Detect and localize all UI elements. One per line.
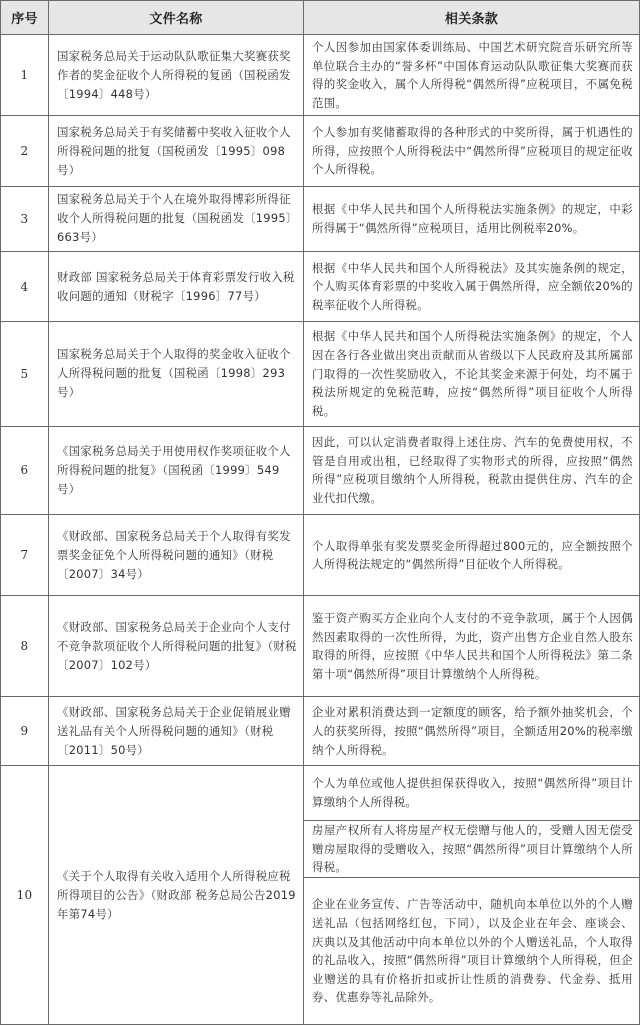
row-seq: 10 — [1, 766, 49, 1025]
table-row — [1, 35, 640, 116]
row-file-name: 财政部 国家税务总局关于体育彩票发行收入税收问题的通知（财税字〔1996〕77号） — [49, 251, 304, 322]
row-seq: 9 — [1, 697, 49, 766]
row-file-name: 国家税务总局关于个人在境外取得博彩所得征收个人所得税问题的批复（国税函发〔1995〕663号） — [49, 186, 304, 251]
table-row — [1, 766, 640, 821]
row-file-name: 《国家税务总局关于用使用权作奖项征收个人所得税问题的批复》（国税函〔1999〕549号） — [49, 426, 304, 515]
table-row — [1, 116, 640, 187]
row-seq: 5 — [1, 322, 49, 426]
header-clause: 相关条款 — [304, 1, 640, 35]
table-row — [1, 596, 640, 697]
table-row — [1, 251, 640, 322]
row-seq: 6 — [1, 426, 49, 515]
row-seq: 4 — [1, 251, 49, 322]
row-file-name: 国家税务总局关于个人取得的奖金收入征收个人所得税问题的批复（国税函〔1998〕293号） — [49, 322, 304, 426]
row-file-name: 《财政部、国家税务总局关于企业促销展业赠送礼品有关个人所得税问题的通知》（财税〔2011〕50号） — [49, 697, 304, 766]
row-file-name: 《财政部、国家税务总局关于个人取得有奖发票奖金征免个人所得税问题的通知》（财税〔2007〕34号） — [49, 515, 304, 596]
row-clause: 企业对累积消费达到一定额度的顾客，给予额外抽奖机会，个人的获奖所得，按照“偶然所得”项目，全额适用20%的税率缴纳个人所得税。 — [304, 697, 640, 766]
row-file-name: 国家税务总局关于运动队队歌征集大奖赛获奖作者的奖金征收个人所得税的复函（国税函发〔1994〕448号） — [49, 35, 304, 116]
row-clause: 因此，可以认定消费者取得上述住房、汽车的免费使用权，不管是自用或出租，已经取得了实物形式的所得，应按照“偶然所得”应税项目缴纳个人所得税，税款由提供住房、汽车的企业代扣代缴。 — [304, 426, 640, 515]
row-clause: 个人因参加由国家体委训练局、中国艺术研究院音乐研究所等单位联合主办的“誉多杯”中国体育运动队队歌征集大奖赛而获得的奖金收入，属个人所得税“偶然所得”应税项目，不属免税范围。 — [304, 35, 640, 116]
row-clause: 个人取得单张有奖发票奖金所得超过800元的，应全额按照个人所得税法规定的“偶然所得”目征收个人所得税。 — [304, 515, 640, 596]
row-clause: 根据《中华人民共和国个人所得税法实施条例》的规定，中彩所得属于“偶然所得”应税项目，适用比例税率20%。 — [304, 186, 640, 251]
row-seq: 1 — [1, 35, 49, 116]
row-clause: 个人为单位或他人提供担保获得收入，按照“偶然所得”项目计算缴纳个人所得税。 — [304, 766, 640, 821]
header-seq: 序号 — [1, 1, 49, 35]
row-file-name: 国家税务总局关于有奖储蓄中奖收入征收个人所得税问题的批复（国税函发〔1995〕098号） — [49, 116, 304, 187]
table-row — [1, 515, 640, 596]
row-seq: 3 — [1, 186, 49, 251]
row-clause: 根据《中华人民共和国个人所得税法实施条例》的规定，个人因在各行各业做出突出贡献而从省级以下人民政府及其所属部门取得的一次性奖励收入，不论其奖金来源于何处，均不属于税法所规定的免税范畴，应按“偶然所得”项目征收个人所得税。 — [304, 322, 640, 426]
header-file-name: 文件名称 — [49, 1, 304, 35]
row-seq: 2 — [1, 116, 49, 187]
header-row — [1, 1, 640, 35]
row-clause: 根据《中华人民共和国个人所得税法》及其实施条例的规定，个人购买体育彩票的中奖收入属于偶然所得，应全额依20%的税率征收个人所得税。 — [304, 251, 640, 322]
row-seq: 8 — [1, 596, 49, 697]
table-row — [1, 186, 640, 251]
row-file-name: 《关于个人取得有关收入适用个人所得税应税所得项目的公告》（财政部 税务总局公告2019年第74号） — [49, 766, 304, 1025]
row-file-name: 《财政部、国家税务总局关于企业向个人支付不竞争款项征收个人所得税问题的批复》（财税〔2007〕102号） — [49, 596, 304, 697]
row-clause: 鉴于资产购买方企业向个人支付的不竞争款项，属于个人因偶然因素取得的一次性所得，为此，资产出售方企业自然人股东取得的所得，应按照《中华人民共和国个人所得税法》第二条第十项“偶然所得”项目计算缴纳个人所得税。 — [304, 596, 640, 697]
table-row — [1, 322, 640, 426]
table-row — [1, 426, 640, 515]
row-clause: 个人参加有奖储蓄取得的各种形式的中奖所得，属于机遇性的所得，应按照个人所得税法中“偶然所得”应税项目的规定征收个人所得税。 — [304, 116, 640, 187]
row-clause: 企业在业务宣传、广告等活动中，随机向本单位以外的个人赠送礼品（包括网络红包，下同），以及企业在年会、座谈会、庆典以及其他活动中向本单位以外的个人赠送礼品，个人取得的礼品收入，按照“偶然所得”项目计算缴纳个人所得税，但企业赠送的具有价格折扣或折让性质的消费券、代金券、抵用券、优惠券等礼品除外。 — [304, 878, 640, 1025]
row-clause: 房屋产权所有人将房屋产权无偿赠与他人的，受赠人因无偿受赠房屋取得的受赠收入，按照“偶然所得”项目计算缴纳个人所得税。 — [304, 820, 640, 878]
table-row — [1, 697, 640, 766]
row-seq: 7 — [1, 515, 49, 596]
